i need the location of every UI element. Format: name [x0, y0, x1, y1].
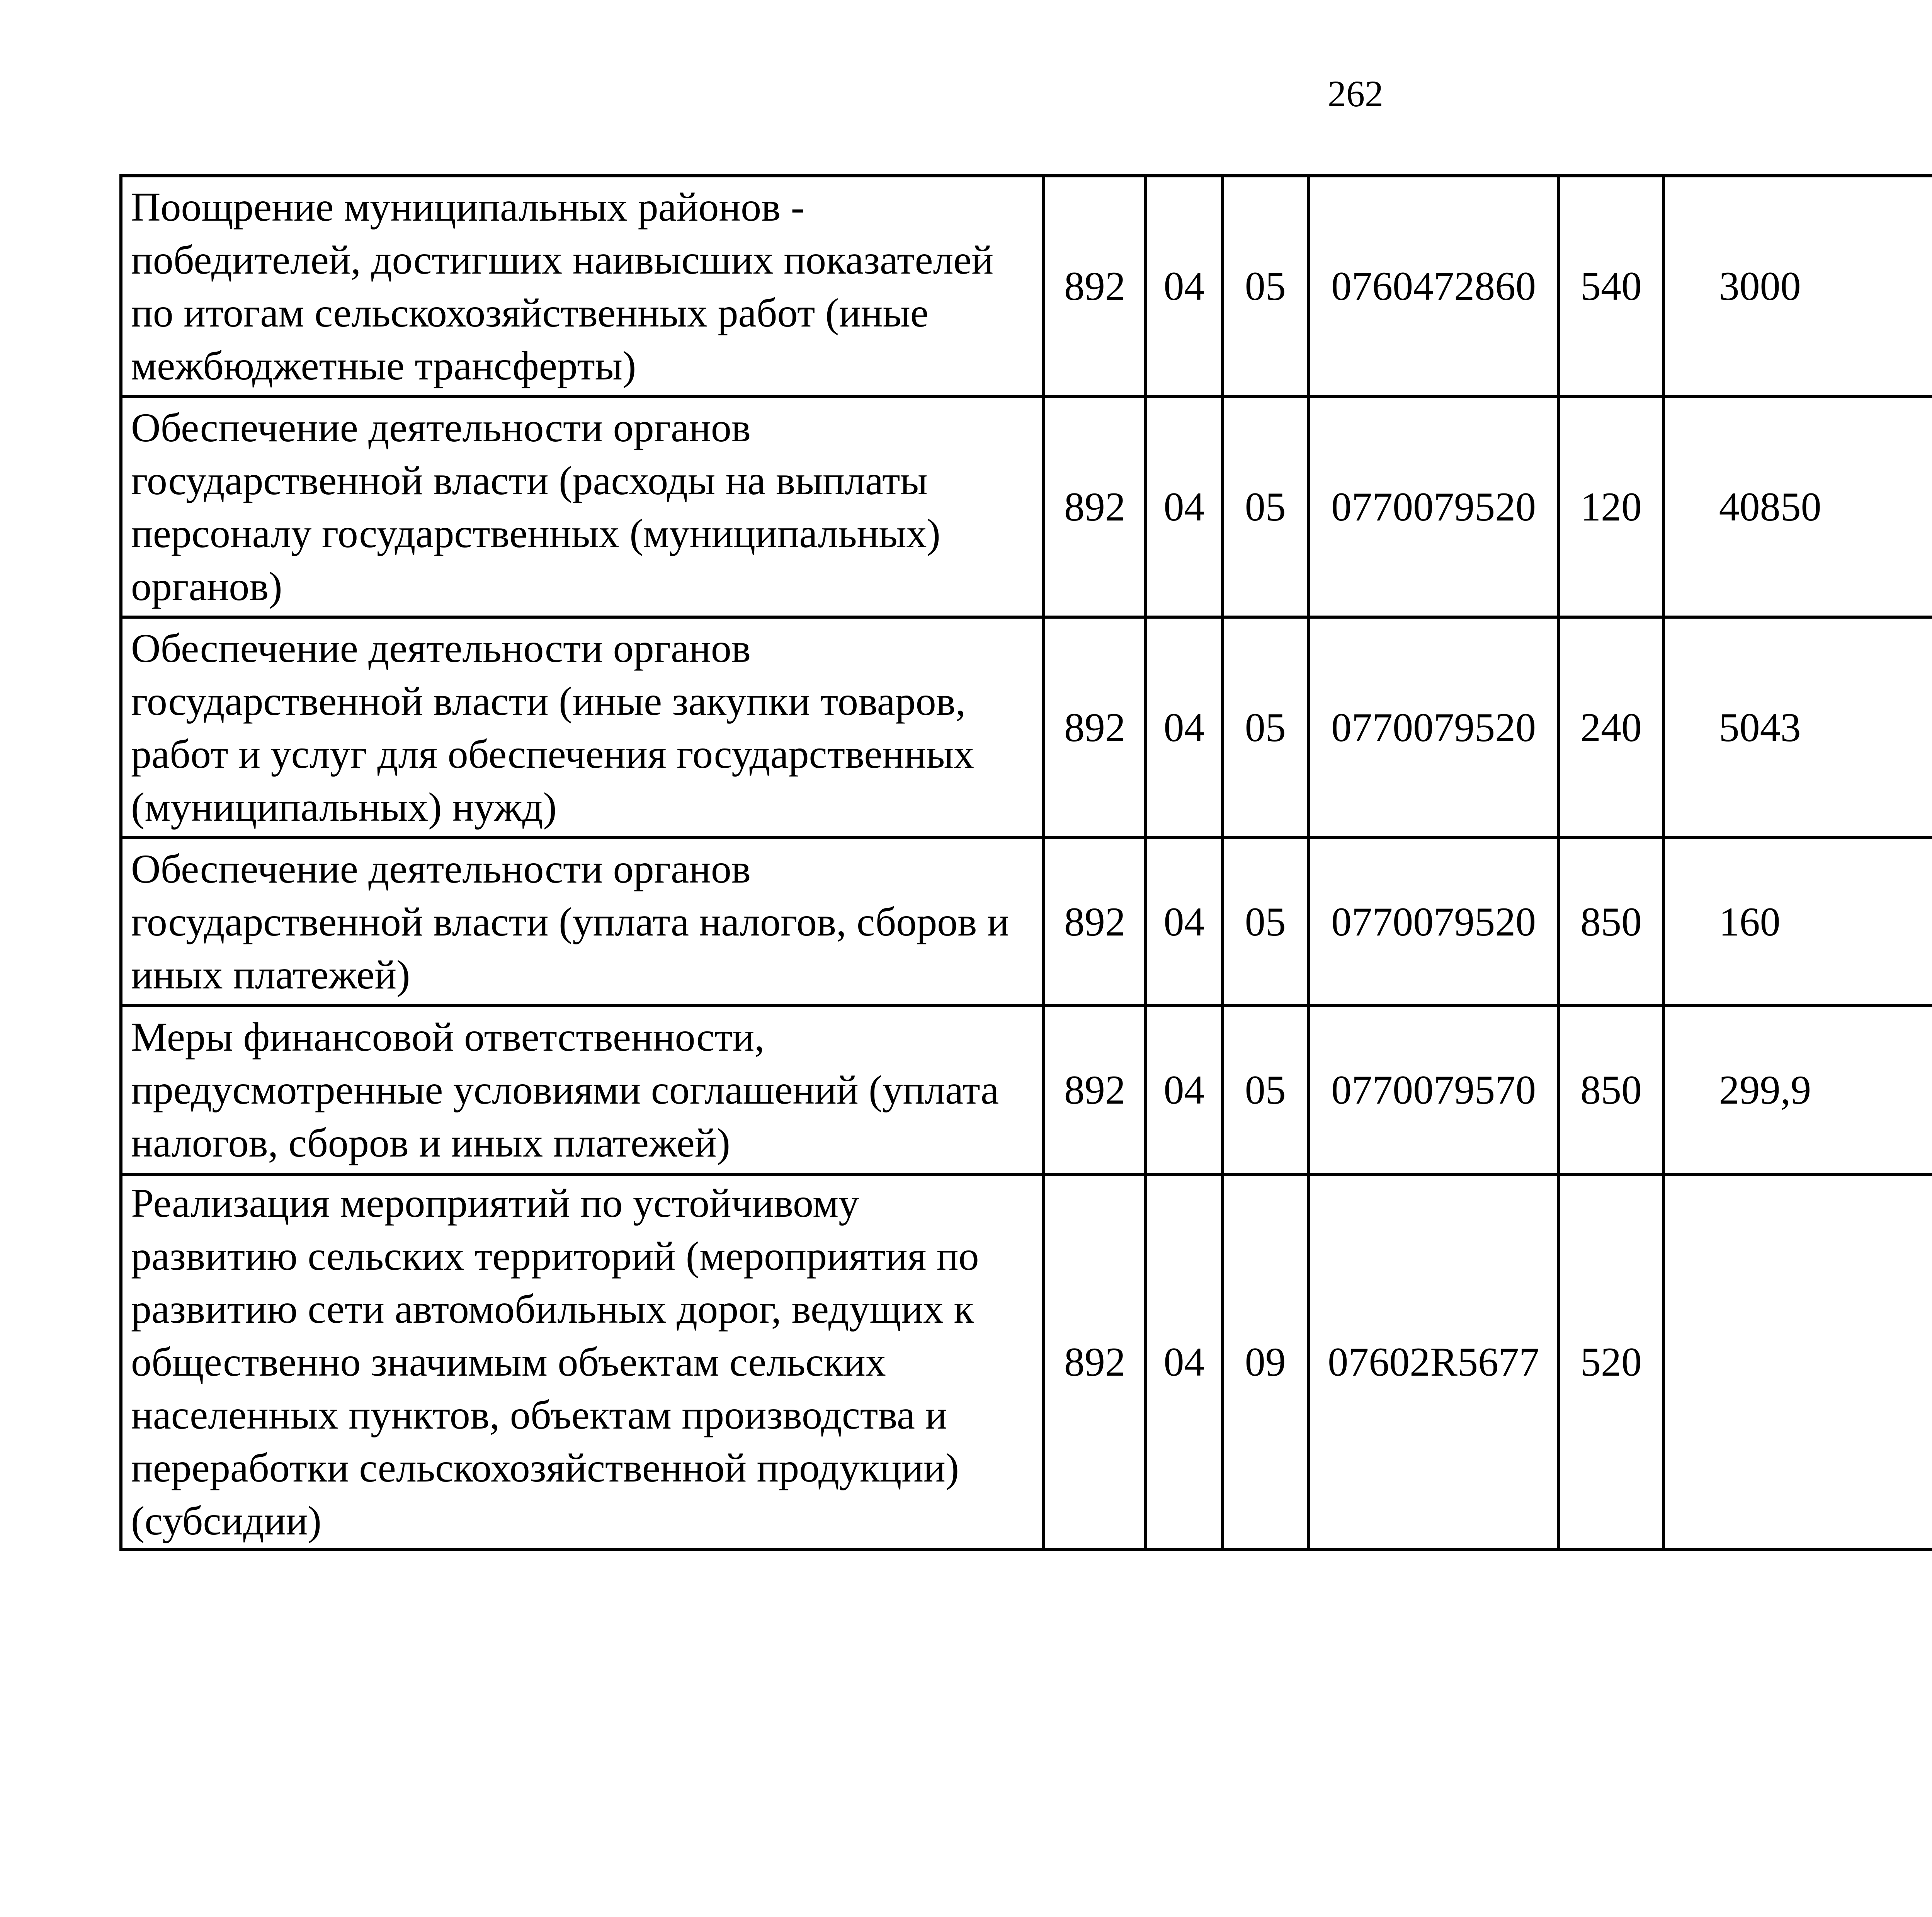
subsection-code: 05: [1223, 396, 1308, 617]
amount-year-1: 160: [1663, 838, 1932, 1005]
ministry-code: 892: [1044, 617, 1146, 838]
section-code: 04: [1146, 396, 1222, 617]
target-article-code: 0770079520: [1308, 838, 1559, 1005]
subsection-code: 09: [1223, 1174, 1308, 1550]
section-code: 04: [1146, 1174, 1222, 1550]
expense-type-code: 520: [1559, 1174, 1663, 1550]
target-article-code: 0770079520: [1308, 617, 1559, 838]
subsection-code: 05: [1223, 838, 1308, 1005]
row-description: Реализация мероприятий по устойчивому развитию сельских территорий (мероприятия по развитию сети автомобильных дорог, ведущих к общественно значимым объектам сельских населенных пунктов, объектам производства и переработки сельскохозяйственной продукции) (субсидии): [121, 1174, 1044, 1550]
ministry-code: 892: [1044, 1174, 1146, 1550]
target-article-code: 0770079570: [1308, 1005, 1559, 1174]
amount-year-1: 5043: [1663, 617, 1932, 838]
section-code: 04: [1146, 1005, 1222, 1174]
row-description: Меры финансовой ответственности, предусмотренные условиями соглашений (уплата налогов, сборов и иных платежей): [121, 1005, 1044, 1174]
expense-type-code: 850: [1559, 1005, 1663, 1174]
amount-year-1: [1663, 1174, 1932, 1550]
row-description: Обеспечение деятельности органов государственной власти (иные закупки товаров, работ и услуг для обеспечения государственных (муниципальных) нужд): [121, 617, 1044, 838]
ministry-code: 892: [1044, 176, 1146, 396]
amount-year-1: 299,9: [1663, 1005, 1932, 1174]
budget-table: [119, 174, 1932, 1551]
page-number: 262: [1328, 73, 1383, 114]
expense-type-code: 850: [1559, 838, 1663, 1005]
target-article-code: 0760472860: [1308, 176, 1559, 396]
amount-year-1: 40850: [1663, 396, 1932, 617]
table-row: [121, 396, 1932, 617]
subsection-code: 05: [1223, 176, 1308, 396]
section-code: 04: [1146, 617, 1222, 838]
subsection-code: 05: [1223, 1005, 1308, 1174]
ministry-code: 892: [1044, 1005, 1146, 1174]
target-article-code: 0770079520: [1308, 396, 1559, 617]
ministry-code: 892: [1044, 838, 1146, 1005]
table-row: [121, 1174, 1932, 1550]
table-row: [121, 838, 1932, 1005]
subsection-code: 05: [1223, 617, 1308, 838]
ministry-code: 892: [1044, 396, 1146, 617]
expense-type-code: 540: [1559, 176, 1663, 396]
expense-type-code: 240: [1559, 617, 1663, 838]
table-row: [121, 176, 1932, 396]
table-row: [121, 617, 1932, 838]
expense-type-code: 120: [1559, 396, 1663, 617]
row-description: Обеспечение деятельности органов государственной власти (уплата налогов, сборов и иных платежей): [121, 838, 1044, 1005]
target-article-code: 07602R5677: [1308, 1174, 1559, 1550]
section-code: 04: [1146, 176, 1222, 396]
section-code: 04: [1146, 838, 1222, 1005]
row-description: Обеспечение деятельности органов государственной власти (расходы на выплаты персоналу государственных (муниципальных) органов): [121, 396, 1044, 617]
amount-year-1: 3000: [1663, 176, 1932, 396]
row-description: Поощрение муниципальных районов - победителей, достигших наивысших показателей по итогам сельскохозяйственных работ (иные межбюджетные трансферты): [121, 176, 1044, 396]
table-row: [121, 1005, 1932, 1174]
